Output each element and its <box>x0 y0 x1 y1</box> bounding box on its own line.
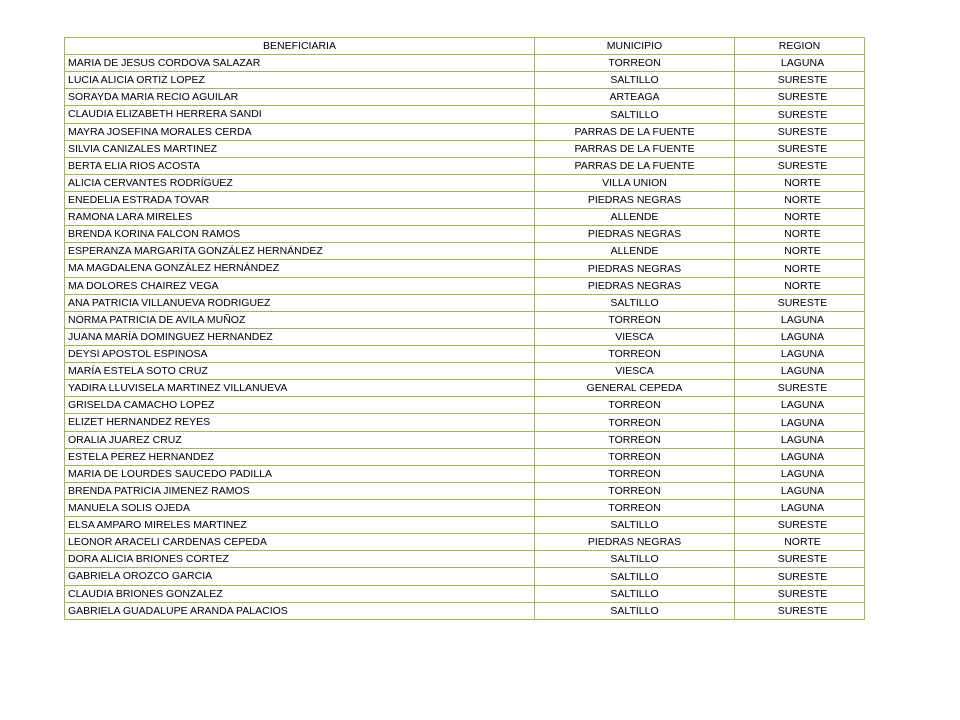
region-cell: NORTE <box>735 277 865 294</box>
region-cell: SURESTE <box>735 585 865 602</box>
beneficiary-cell: CLAUDIA ELIZABETH HERRERA SANDI <box>65 106 535 123</box>
municipality-cell: SALTILLO <box>535 517 735 534</box>
region-cell: SURESTE <box>735 294 865 311</box>
region-cell: LAGUNA <box>735 465 865 482</box>
municipality-cell: ALLENDE <box>535 209 735 226</box>
region-cell: LAGUNA <box>735 345 865 362</box>
table-row <box>65 226 865 243</box>
beneficiary-cell: RAMONA LARA MIRELES <box>65 209 535 226</box>
municipality-cell: PIEDRAS NEGRAS <box>535 226 735 243</box>
table-row <box>65 551 865 568</box>
table-row <box>65 448 865 465</box>
municipality-cell: ALLENDE <box>535 243 735 260</box>
region-cell: NORTE <box>735 243 865 260</box>
region-cell: LAGUNA <box>735 499 865 516</box>
municipality-cell: PARRAS DE LA FUENTE <box>535 157 735 174</box>
beneficiary-cell: ESTELA PEREZ HERNANDEZ <box>65 448 535 465</box>
municipality-cell: SALTILLO <box>535 551 735 568</box>
region-cell: LAGUNA <box>735 55 865 72</box>
region-cell: NORTE <box>735 174 865 191</box>
table-row <box>65 602 865 619</box>
municipality-cell: ARTEAGA <box>535 89 735 106</box>
municipality-cell: VIESCA <box>535 328 735 345</box>
table-row <box>65 397 865 414</box>
municipality-cell: SALTILLO <box>535 72 735 89</box>
beneficiary-cell: GABRIELA OROZCO GARCIA <box>65 568 535 585</box>
beneficiary-cell: LEONOR ARACELI CARDENAS CEPEDA <box>65 534 535 551</box>
table-row <box>65 277 865 294</box>
municipality-cell: SALTILLO <box>535 568 735 585</box>
table-row <box>65 123 865 140</box>
region-cell: SURESTE <box>735 106 865 123</box>
beneficiary-cell: ANA PATRICIA VILLANUEVA RODRIGUEZ <box>65 294 535 311</box>
table-row <box>65 585 865 602</box>
header-row <box>65 38 865 55</box>
region-cell: SURESTE <box>735 568 865 585</box>
municipality-cell: SALTILLO <box>535 585 735 602</box>
beneficiary-cell: MA DOLORES CHAIREZ VEGA <box>65 277 535 294</box>
municipality-cell: VIESCA <box>535 363 735 380</box>
table-row <box>65 294 865 311</box>
beneficiary-cell: MAYRA JOSEFINA MORALES CERDA <box>65 123 535 140</box>
region-cell: LAGUNA <box>735 482 865 499</box>
table-row <box>65 260 865 277</box>
beneficiary-cell: ORALIA JUAREZ CRUZ <box>65 431 535 448</box>
beneficiaries-sheet <box>64 37 864 620</box>
region-cell: NORTE <box>735 226 865 243</box>
header-region: REGION <box>735 38 865 55</box>
beneficiary-cell: GABRIELA GUADALUPE ARANDA PALACIOS <box>65 602 535 619</box>
beneficiary-cell: LUCIA ALICIA ORTIZ LOPEZ <box>65 72 535 89</box>
municipality-cell: TORREON <box>535 397 735 414</box>
table-row <box>65 191 865 208</box>
table-row <box>65 174 865 191</box>
table-row <box>65 328 865 345</box>
table-row <box>65 106 865 123</box>
beneficiary-cell: BRENDA PATRICIA JIMENEZ RAMOS <box>65 482 535 499</box>
municipality-cell: PIEDRAS NEGRAS <box>535 191 735 208</box>
table-row <box>65 140 865 157</box>
municipality-cell: SALTILLO <box>535 106 735 123</box>
region-cell: SURESTE <box>735 602 865 619</box>
region-cell: SURESTE <box>735 380 865 397</box>
municipality-cell: TORREON <box>535 55 735 72</box>
municipality-cell: SALTILLO <box>535 602 735 619</box>
municipality-cell: TORREON <box>535 482 735 499</box>
municipality-cell: TORREON <box>535 448 735 465</box>
table-row <box>65 345 865 362</box>
municipality-cell: PIEDRAS NEGRAS <box>535 260 735 277</box>
beneficiary-cell: MARÍA ESTELA SOTO CRUZ <box>65 363 535 380</box>
beneficiary-cell: SORAYDA MARIA RECIO AGUILAR <box>65 89 535 106</box>
beneficiary-cell: BRENDA KORINA FALCON RAMOS <box>65 226 535 243</box>
region-cell: SURESTE <box>735 551 865 568</box>
table-row <box>65 568 865 585</box>
beneficiary-cell: GRISELDA CAMACHO LOPEZ <box>65 397 535 414</box>
beneficiary-cell: ALICIA CERVANTES RODRÍGUEZ <box>65 174 535 191</box>
table-row <box>65 363 865 380</box>
region-cell: LAGUNA <box>735 431 865 448</box>
region-cell: SURESTE <box>735 157 865 174</box>
beneficiary-cell: NORMA PATRICIA DE AVILA MUÑOZ <box>65 311 535 328</box>
table-row <box>65 89 865 106</box>
table-row <box>65 380 865 397</box>
municipality-cell: TORREON <box>535 311 735 328</box>
beneficiary-cell: MARIA DE LOURDES SAUCEDO PADILLA <box>65 465 535 482</box>
region-cell: LAGUNA <box>735 311 865 328</box>
municipality-cell: TORREON <box>535 465 735 482</box>
region-cell: LAGUNA <box>735 328 865 345</box>
region-cell: SURESTE <box>735 517 865 534</box>
municipality-cell: SALTILLO <box>535 294 735 311</box>
table-row <box>65 311 865 328</box>
municipality-cell: PIEDRAS NEGRAS <box>535 277 735 294</box>
table-row <box>65 209 865 226</box>
region-cell: SURESTE <box>735 72 865 89</box>
table-row <box>65 72 865 89</box>
region-cell: SURESTE <box>735 140 865 157</box>
region-cell: NORTE <box>735 534 865 551</box>
beneficiary-cell: DEYSI APOSTOL ESPINOSA <box>65 345 535 362</box>
municipality-cell: PARRAS DE LA FUENTE <box>535 140 735 157</box>
beneficiary-cell: ESPERANZA MARGARITA GONZÁLEZ HERNÁNDEZ <box>65 243 535 260</box>
beneficiary-cell: ELSA AMPARO MIRELES MARTINEZ <box>65 517 535 534</box>
table-row <box>65 465 865 482</box>
region-cell: LAGUNA <box>735 448 865 465</box>
table-row <box>65 55 865 72</box>
beneficiary-cell: CLAUDIA BRIONES GONZALEZ <box>65 585 535 602</box>
municipality-cell: PARRAS DE LA FUENTE <box>535 123 735 140</box>
region-cell: NORTE <box>735 260 865 277</box>
region-cell: LAGUNA <box>735 414 865 431</box>
beneficiary-cell: ENEDELIA ESTRADA TOVAR <box>65 191 535 208</box>
table-body <box>65 55 865 620</box>
beneficiary-cell: ELIZET HERNANDEZ REYES <box>65 414 535 431</box>
beneficiary-cell: SILVIA CANIZALES MARTINEZ <box>65 140 535 157</box>
beneficiary-cell: MANUELA SOLIS OJEDA <box>65 499 535 516</box>
beneficiary-cell: MARIA DE JESUS CORDOVA SALAZAR <box>65 55 535 72</box>
table-row <box>65 431 865 448</box>
municipality-cell: TORREON <box>535 345 735 362</box>
municipality-cell: TORREON <box>535 499 735 516</box>
beneficiaries-table <box>64 37 865 620</box>
table-row <box>65 157 865 174</box>
municipality-cell: PIEDRAS NEGRAS <box>535 534 735 551</box>
municipality-cell: TORREON <box>535 431 735 448</box>
table-row <box>65 482 865 499</box>
beneficiary-cell: DORA ALICIA BRIONES CORTEZ <box>65 551 535 568</box>
beneficiary-cell: MA MAGDALENA GONZÁLEZ HERNÁNDEZ <box>65 260 535 277</box>
municipality-cell: GENERAL CEPEDA <box>535 380 735 397</box>
region-cell: LAGUNA <box>735 397 865 414</box>
beneficiary-cell: BERTA ELIA RIOS ACOSTA <box>65 157 535 174</box>
region-cell: NORTE <box>735 191 865 208</box>
header-municipality: MUNICIPIO <box>535 38 735 55</box>
region-cell: SURESTE <box>735 89 865 106</box>
table-row <box>65 534 865 551</box>
beneficiary-cell: JUANA MARÍA DOMINGUEZ HERNANDEZ <box>65 328 535 345</box>
table-row <box>65 517 865 534</box>
region-cell: LAGUNA <box>735 363 865 380</box>
region-cell: NORTE <box>735 209 865 226</box>
municipality-cell: VILLA UNION <box>535 174 735 191</box>
municipality-cell: TORREON <box>535 414 735 431</box>
region-cell: SURESTE <box>735 123 865 140</box>
table-row <box>65 243 865 260</box>
table-row <box>65 414 865 431</box>
table-row <box>65 499 865 516</box>
beneficiary-cell: YADIRA LLUVISELA MARTINEZ VILLANUEVA <box>65 380 535 397</box>
header-beneficiary: BENEFICIARIA <box>65 38 535 55</box>
